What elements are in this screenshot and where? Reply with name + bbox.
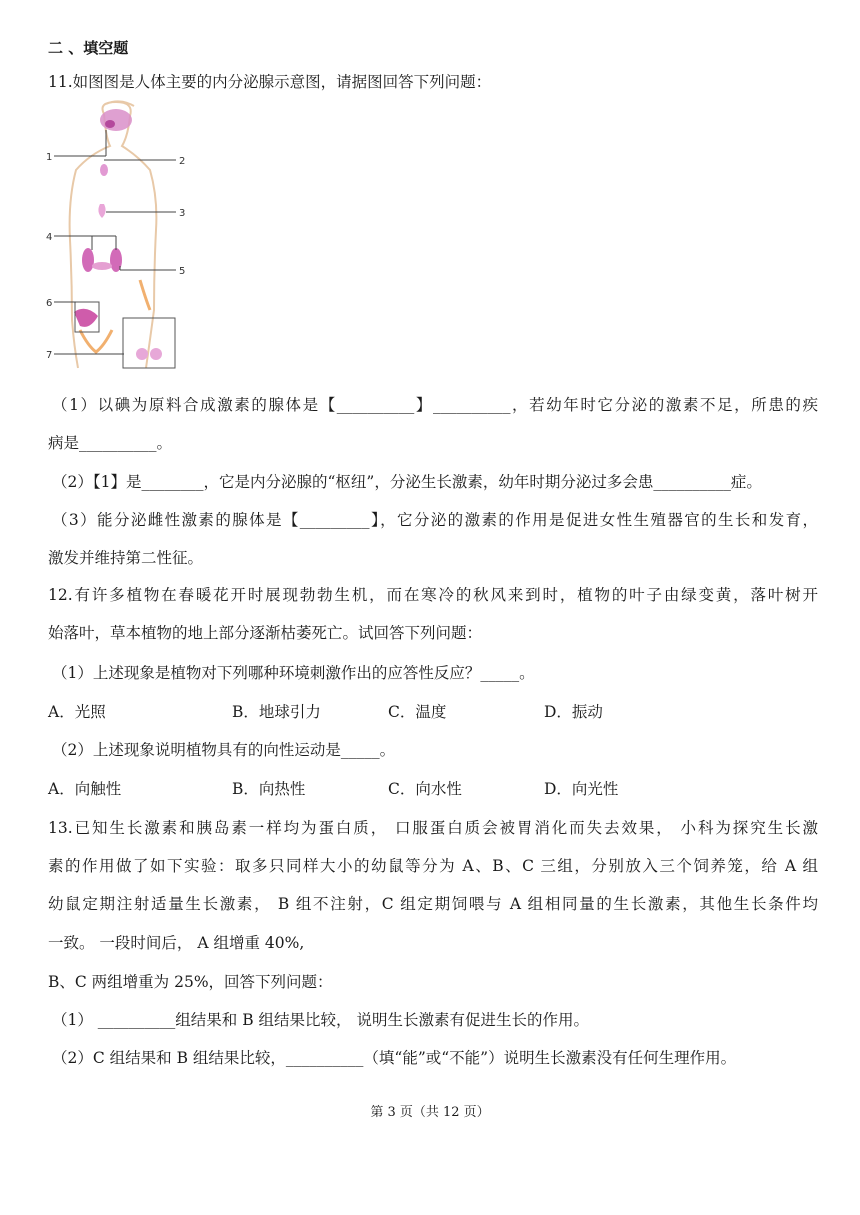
page-footer: 第 3 页（共 12 页） [370,1105,490,1120]
q12-part2-option-c: C．向水性 [388,780,462,798]
q12-part1-option-d: D．振动 [544,703,603,721]
figure-label-1: 1 [46,152,53,163]
q13-stem-line1: 13.已知生长激素和胰岛素一样均为蛋白质， 口服蛋白质会被胃消化而失去效果， 小科为探究生长激 [48,819,818,837]
q12-stem-line1: 12.有许多植物在春暖花开时展现勃勃生机，而在寒冷的秋风来到时，植物的叶子由绿变黄，落叶树开 [48,586,818,604]
q13-part1: （1） __________组结果和 B 组结果比较， 说明生长激素有促进生长的作用。 [52,1011,589,1029]
figure-label-6: 6 [46,298,53,309]
q11-part1-line1: （1）以碘为原料合成激素的腺体是【__________】__________，若幼年时它分泌的激素不足，所患的疾 [52,396,818,414]
q11-part1-line2: 病是__________。 [48,434,173,452]
q12-part1-option-b: B．地球引力 [232,703,321,721]
q11-part2: （2）【1】是________，它是内分泌腺的“枢纽”，分泌生长激素，幼年时期分泌过多会患__________症。 [52,473,762,491]
q11-part3-line1: （3）能分泌雌性激素的腺体是【_________】，它分泌的激素的作用是促进女性生殖器官的生长和发育， [52,511,818,529]
q12-part2-option-d: D．向光性 [544,780,619,798]
q12-part2-option-a: A．向触性 [48,780,122,798]
q13-stem-line3: 幼鼠定期注射适量生长激素， B 组不注射，C 组定期饲喂与 A 组相同量的生长激素，其他生长条件均 [48,895,818,913]
q12-stem-line2: 始落叶，草本植物的地上部分逐渐枯萎死亡。试回答下列问题： [48,624,483,642]
q12-part2: （2）上述现象说明植物具有的向性运动是_____。 [52,741,396,759]
q13-stem-line5: B、C 两组增重为 25%，回答下列问题： [48,973,333,991]
q11-stem: 11.如图图是人体主要的内分泌腺示意图，请据图回答下列问题： [48,73,492,91]
q12-part2-option-b: B．向热性 [232,780,306,798]
q12-part1-option-a: A．光照 [48,703,106,721]
q13-part2: （2）C 组结果和 B 组结果比较，__________（填“能”或“不能”）说明生长激素没有任何生理作用。 [52,1049,737,1067]
figure-label-4: 4 [46,232,53,243]
q11-part3-line2: 激发并维持第二性征。 [48,549,204,567]
q13-stem-line2: 素的作用做了如下实验：取多只同样大小的幼鼠等分为 A、B、C 三组，分别放入三个饲养笼，给 A 组 [48,857,818,875]
q12-part1: （1）上述现象是植物对下列哪种环境刺激作出的应答性反应？_____。 [52,664,535,682]
endocrine-diagram [46,100,196,372]
q12-part1-option-c: C．温度 [388,703,447,721]
section-title: 二 、填空题 [48,39,129,57]
endocrine-glands-figure [46,100,196,372]
figure-label-7: 7 [46,350,53,361]
figure-label-3: 3 [179,208,186,219]
figure-label-2: 2 [179,156,186,167]
figure-label-5: 5 [179,266,186,277]
q13-stem-line4: 一致。 一段时间后， A 组增重 40%, [48,934,305,952]
